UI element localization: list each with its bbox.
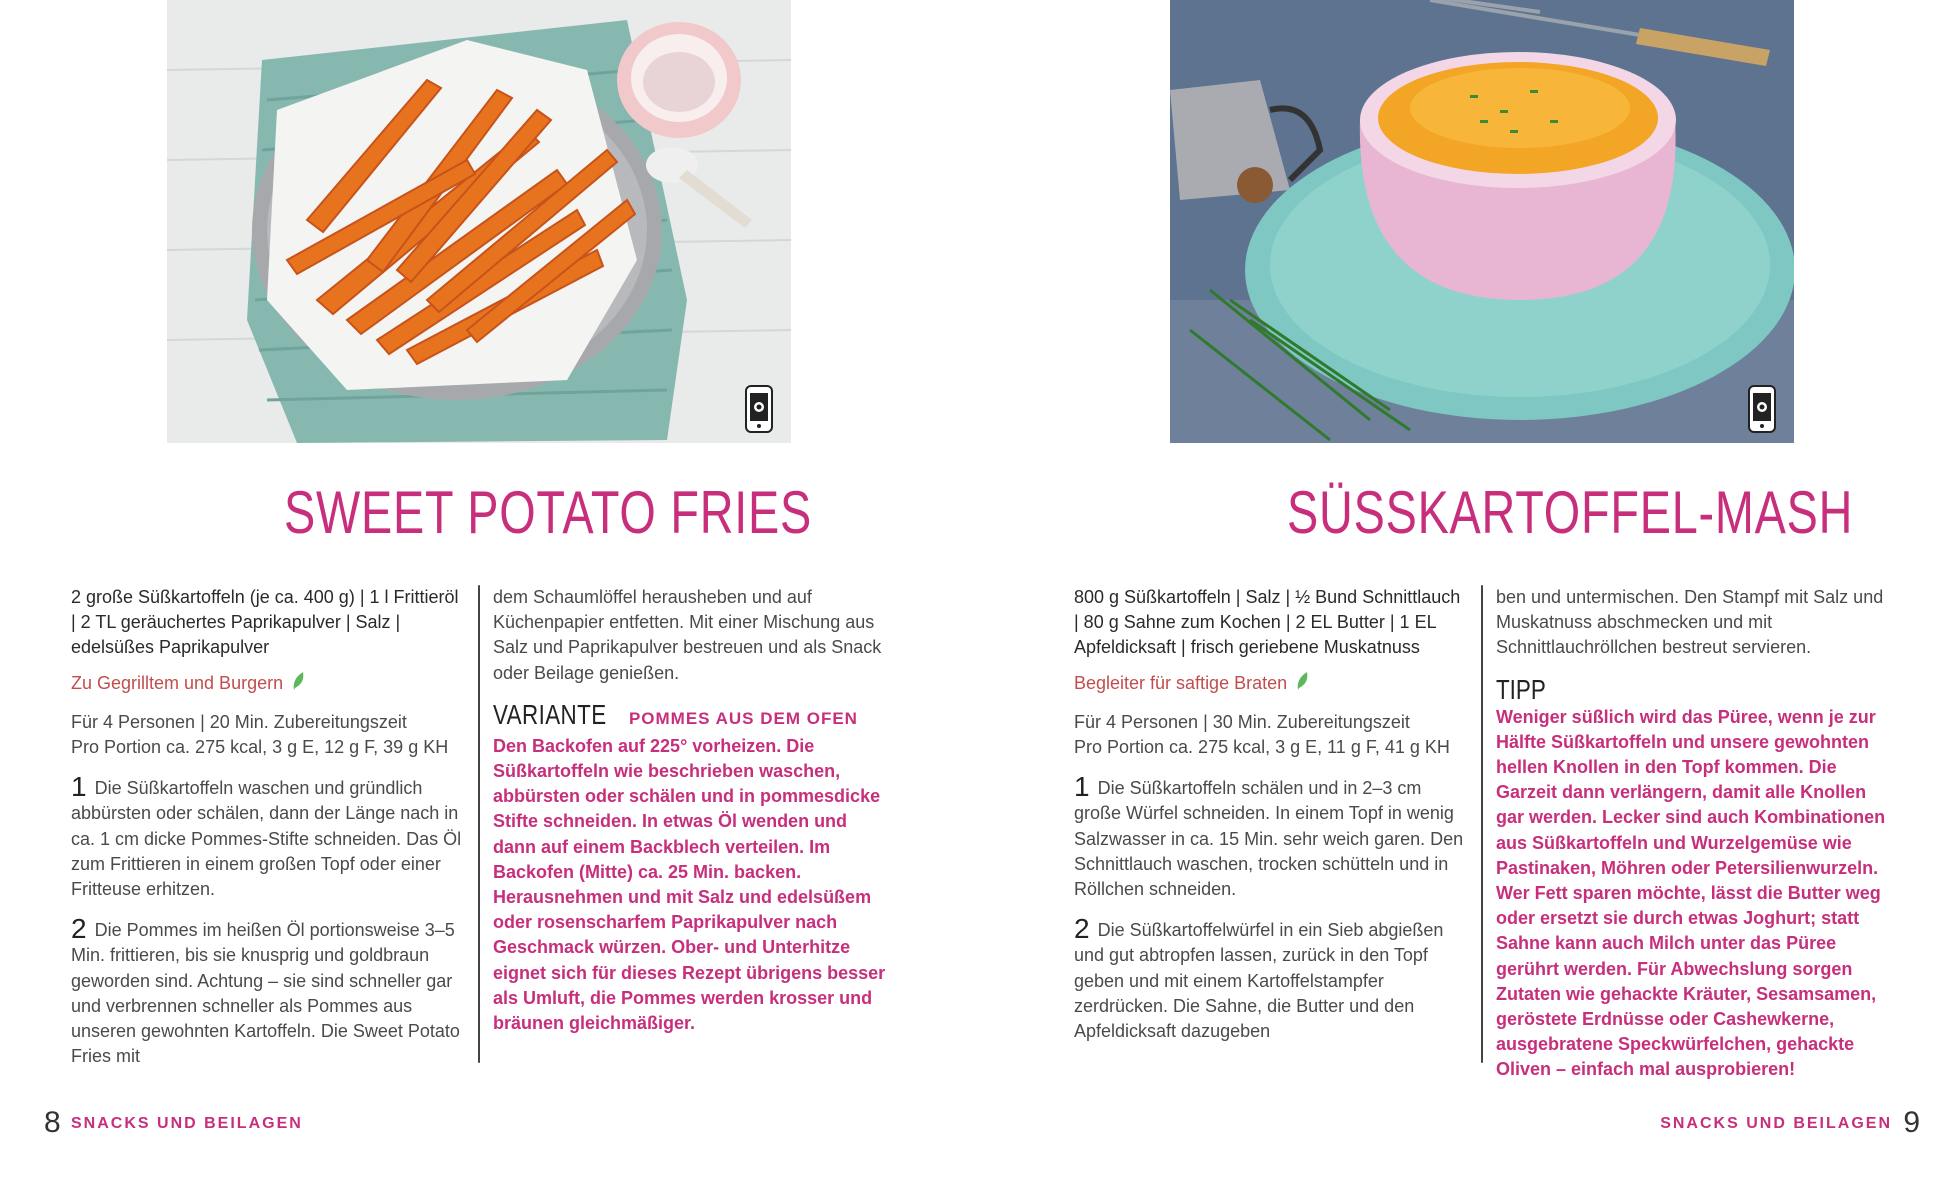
variant-text: Den Backofen auf 225° vorheizen. Die Süßkartoffeln wie beschrieben waschen, abbürsten oder schälen und in pommesdicke Stifte schneiden. In etwas Öl wenden und dann auf einem Backblech verteilen. Im Backofen (Mitte) ca. 25 Min. backen. Herausnehmen und mit Salz und edelsüßem oder rosenscharfem Paprikapulver nach Geschmack würzen. Ober- und Unterhitze eignet sich für dieses Rezept übrigens besser als Umluft, die Pommes werden krosser und bräunen gleichmäßiger.	[493, 735, 886, 1034]
tipp-heading: TIPP	[1496, 673, 1546, 705]
page-number-right: 9	[1903, 1106, 1920, 1139]
photo-suesskartoffel-mash	[1170, 0, 1794, 443]
step-text: Die Süßkartoffelwürfel in ein Sieb abgießen und gut abtropfen lassen, zurück in den Topf geben und mit einem Kartoffelstampfer zerdrücken. Die Sahne, die Butter und den Apfeldicksaft dazugeben	[1074, 920, 1444, 1042]
variant-label: VARIANTE	[493, 698, 607, 730]
left-recipe-column-1	[71, 585, 466, 1069]
serving-suggestion	[1074, 671, 1469, 696]
step-number: 2	[71, 913, 87, 945]
ingredients-list: 800 g Süßkartoffeln | Salz | ½ Bund Schnittlauch | 80 g Sahne zum Kochen | 2 EL Butter | 1 EL Apfeldicksaft | frisch geriebene Muskatnuss	[1074, 587, 1461, 658]
footer-section-left: SNACKS UND BEILAGEN	[71, 1115, 303, 1132]
step-2-continuation: ben und untermischen. Den Stampf mit Salz und Muskatnuss abschmecken und mit Schnittlauchröllchen bestreut servieren.	[1496, 587, 1884, 658]
serving-suggestion-text: Begleiter für saftige Braten	[1074, 672, 1288, 693]
servings-and-time: Für 4 Personen | 30 Min. Zubereitungszeit	[1074, 711, 1410, 732]
step-number: 1	[71, 771, 87, 803]
leaf-icon	[1295, 671, 1309, 691]
leaf-icon	[291, 671, 305, 691]
recipe-title-left: SWEET POTATO FRIES	[284, 479, 813, 546]
step-text: Die Süßkartoffeln schälen und in 2–3 cm große Würfel schneiden. In einem Topf in wenig Salzwasser in ca. 15 Min. sehr weich garen. Den Schnittlauch waschen, trocken schütteln und in Röllchen schneiden.	[1074, 778, 1464, 900]
variant-name: POMMES AUS DEM OFEN	[628, 708, 858, 728]
page-number-left: 8	[44, 1106, 61, 1139]
ingredients-list: 2 große Süßkartoffeln (je ca. 400 g) | 1 l Frittieröl | 2 TL geräuchertes Paprikapulver | Salz | edelsüßes Paprikapulver	[71, 587, 459, 658]
step-2	[71, 913, 466, 1069]
serving-suggestion	[71, 671, 466, 696]
variant-heading	[493, 700, 888, 734]
step-number: 2	[1074, 913, 1090, 945]
step-1	[71, 771, 466, 902]
recipe-title-right: SÜSSKARTOFFEL-MASH	[1287, 479, 1854, 546]
serving-suggestion-text: Zu Gegrilltem und Burgern	[71, 672, 284, 693]
servings-and-time: Für 4 Personen | 20 Min. Zubereitungszeit	[71, 711, 407, 732]
step-1	[1074, 771, 1469, 902]
step-2-continuation: dem Schaumlöffel herausheben und auf Küchenpapier entfetten. Mit einer Mischung aus Salz und Paprikapulver bestreuen und als Snack oder Beilage genießen.	[493, 587, 882, 683]
step-2	[1074, 913, 1469, 1044]
column-divider	[1481, 585, 1483, 1063]
nutrition-info: Pro Portion ca. 275 kcal, 3 g E, 11 g F, 41 g KH	[1074, 737, 1450, 758]
tipp-text: Weniger süßlich wird das Püree, wenn je zur Hälfte Süßkartoffeln und unsere gewohnten hellen Knollen in den Topf kommen. Die Garzeit dann verlängern, damit alle Knollen gar werden. Lecker sind auch Kombinationen aus Süßkartoffeln und Wurzelgemüse wie Pastinaken, Möhren oder Petersilienwurzeln. Wer Fett sparen möchte, lässt die Butter weg oder ersetzt sie durch etwas Joghurt; statt Sahne kann auch Milch unter das Püree gerührt werden. Für Abwechslung sorgen Zutaten wie gehackte Kräuter, Sesamsamen, geröstete Erdnüsse oder Cashewkerne, ausgebratene Speckwürfelchen, gehackte Oliven – einfach mal ausprobieren!	[1496, 706, 1886, 1080]
right-recipe-column-1	[1074, 585, 1469, 1044]
camera-phone-icon	[745, 385, 773, 433]
step-text: Die Süßkartoffeln waschen und gründlich abbürsten oder schälen, dann der Länge nach in ca. 1 cm dicke Pommes-Stifte schneiden. Das Öl zum Frittieren in einem großen Topf oder einer Fritteuse erhitzen.	[71, 778, 462, 900]
nutrition-info: Pro Portion ca. 275 kcal, 3 g E, 12 g F, 39 g KH	[71, 737, 449, 758]
left-recipe-column-2	[493, 585, 888, 1036]
camera-phone-icon	[1748, 385, 1776, 433]
step-number: 1	[1074, 771, 1090, 803]
right-recipe-column-2	[1496, 585, 1896, 1083]
step-text: Die Pommes im heißen Öl portionsweise 3–5 Min. frittieren, bis sie knusprig und goldbraun geworden sind. Achtung – sie sind schneller gar und verbrennen schneller als Pommes aus unseren gewohnten Kartoffeln. Die Sweet Potato Fries mit	[71, 920, 460, 1067]
footer-section-right: SNACKS UND BEILAGEN	[1660, 1115, 1892, 1132]
column-divider	[478, 585, 480, 1063]
photo-sweet-potato-fries	[167, 0, 791, 443]
